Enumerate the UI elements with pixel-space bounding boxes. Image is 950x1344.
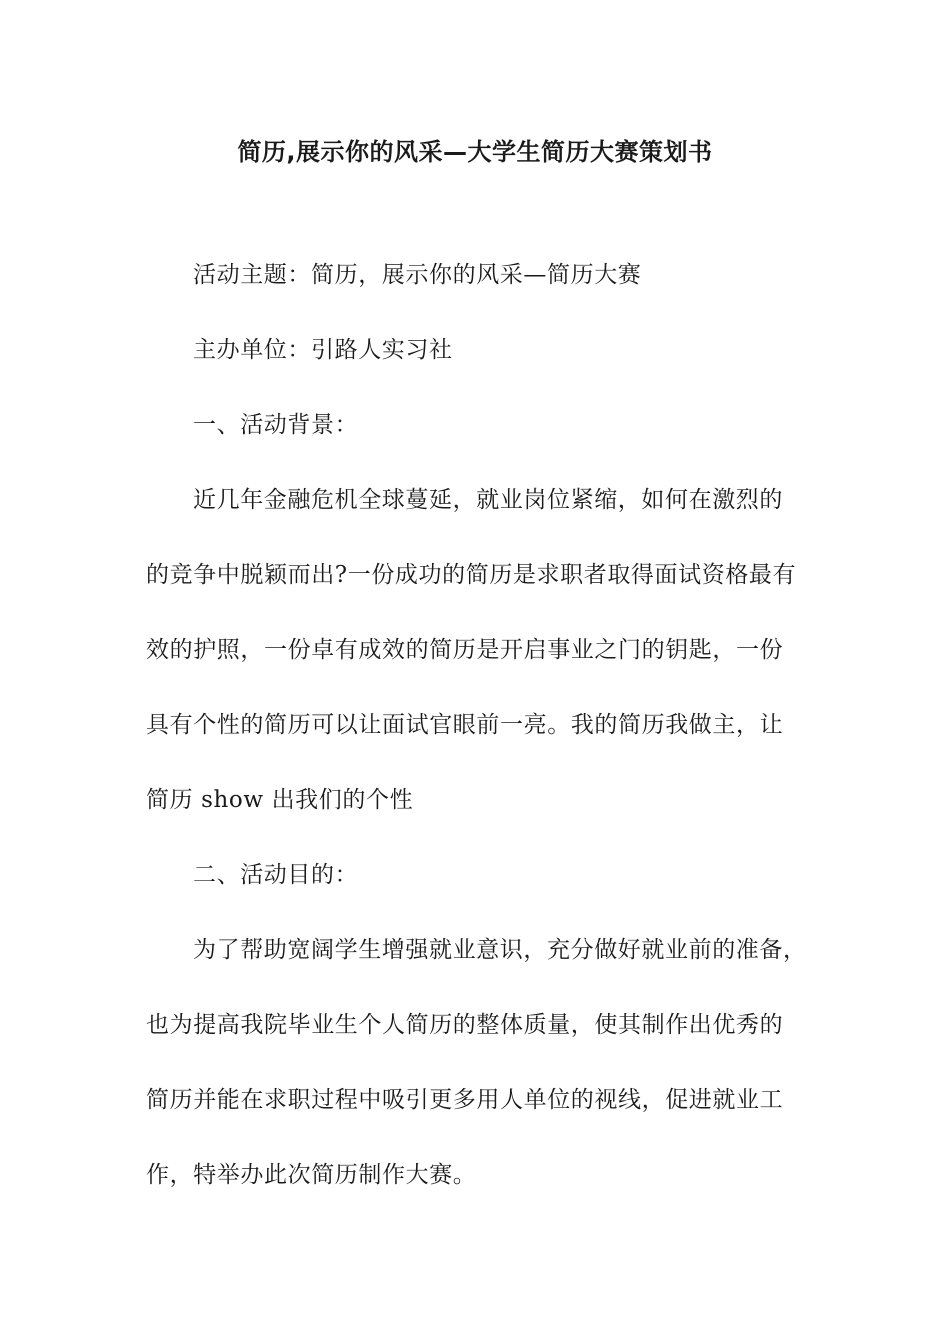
paragraph-line: 的竞争中脱颖而出?一份成功的简历是求职者取得面试资格最有: [146, 562, 797, 588]
paragraph-line: 也为提高我院毕业生个人简历的整体质量，使其制作出优秀的: [146, 1012, 784, 1038]
paragraph-line: 简历 show 出我们的个性: [146, 787, 414, 813]
organizer-line: 主办单位：引路人实习社: [193, 337, 453, 363]
paragraph-line: 近几年金融危机全球蔓延，就业岗位紧缩，如何在激烈的: [193, 487, 783, 513]
activity-theme-line: 活动主题：简历，展示你的风采—简历大赛: [193, 262, 642, 288]
paragraph-line: 为了帮助宽阔学生增强就业意识，充分做好就业前的准备，: [193, 937, 807, 963]
paragraph-line: 具有个性的简历可以让面试官眼前一亮。我的简历我做主，让: [146, 712, 784, 738]
document-title: 简历,展示你的风采—大学生简历大赛策划书: [237, 138, 713, 166]
section-heading-purpose: 二、活动目的：: [193, 862, 359, 888]
section-heading-background: 一、活动背景：: [193, 412, 359, 438]
paragraph-line: 简历并能在求职过程中吸引更多用人单位的视线，促进就业工: [146, 1087, 784, 1113]
paragraph-line: 效的护照，一份卓有成效的简历是开启事业之门的钥匙，一份: [146, 637, 784, 663]
paragraph-line: 作，特举办此次简历制作大赛。: [146, 1162, 477, 1188]
